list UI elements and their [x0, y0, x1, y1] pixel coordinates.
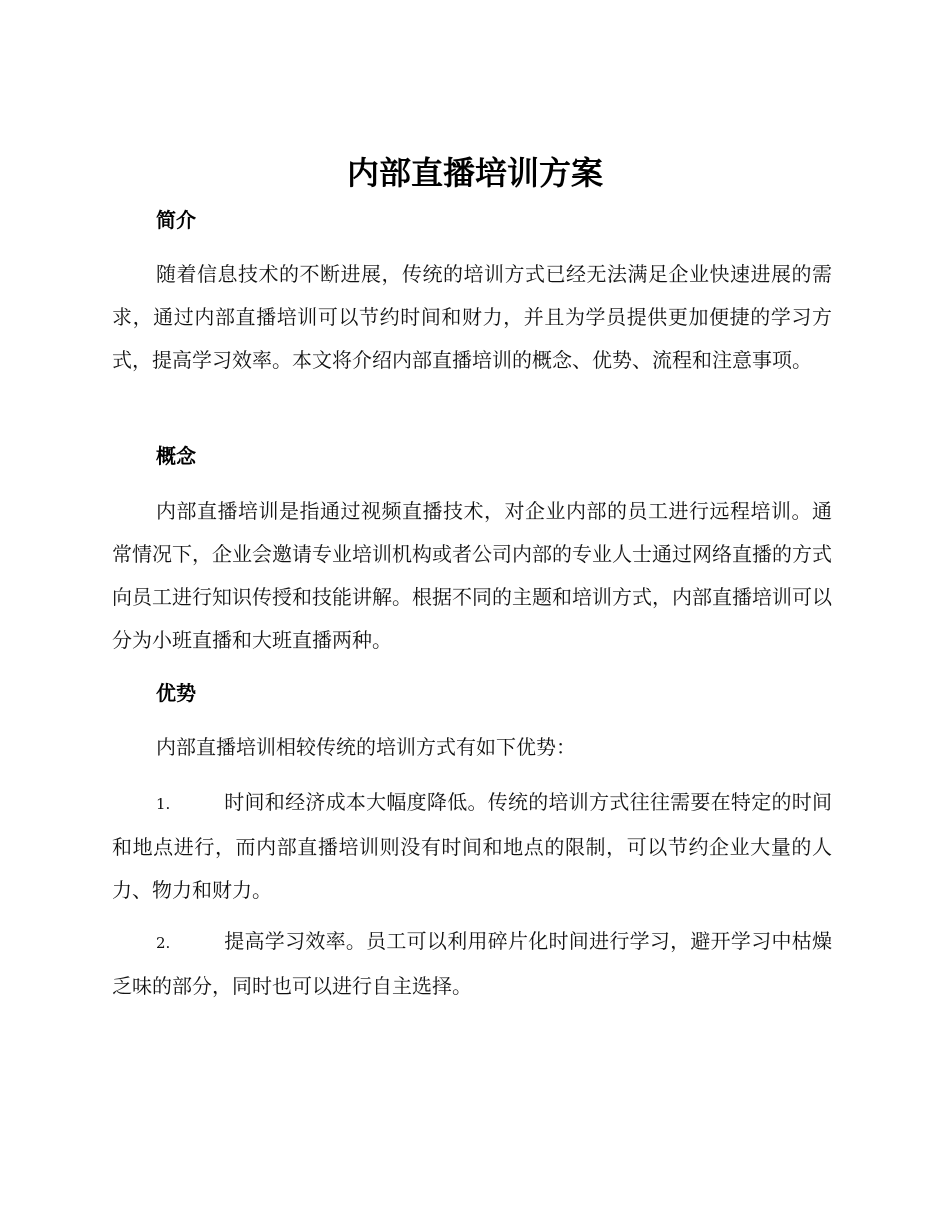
list-item — [112, 781, 832, 912]
section-heading-advantages: 优势 — [156, 681, 196, 705]
list-item-text: 时间和经济成本大幅度降低。传统的培训方式往往需要在特定的时间和地点进行，而内部直播培训则没有时间和地点的限制，可以节约企业大量的人力、物力和财力。 — [112, 790, 832, 902]
list-item-number: 2. — [156, 934, 171, 952]
document-title: 内部直播培训方案 — [346, 154, 603, 192]
section-paragraph-advantages: 内部直播培训相较传统的培训方式有如下优势： — [156, 735, 576, 759]
section-heading-concept: 概念 — [156, 444, 196, 468]
list-item — [112, 920, 832, 1008]
list-item-text: 提高学习效率。员工可以利用碎片化时间进行学习，避开学习中枯燥乏味的部分，同时也可以进行自主选择。 — [112, 929, 832, 998]
list-item-number: 1. — [156, 795, 171, 813]
section-paragraph-concept: 内部直播培训是指通过视频直播技术，对企业内部的员工进行远程培训。通常情况下，企业会邀请专业培训机构或者公司内部的专业人士通过网络直播的方式向员工进行知识传授和技能讲解。根据不同的主题和培训方式，内部直播培训可以分为小班直播和大班直播两种。 — [112, 499, 832, 652]
section-heading-intro: 简介 — [156, 208, 196, 232]
section-paragraph-intro: 随着信息技术的不断进展，传统的培训方式已经无法满足企业快速进展的需求，通过内部直播培训可以节约时间和财力，并且为学员提供更加便捷的学习方式，提高学习效率。本文将介绍内部直播培训的概念、优势、流程和注意事项。 — [112, 262, 832, 372]
